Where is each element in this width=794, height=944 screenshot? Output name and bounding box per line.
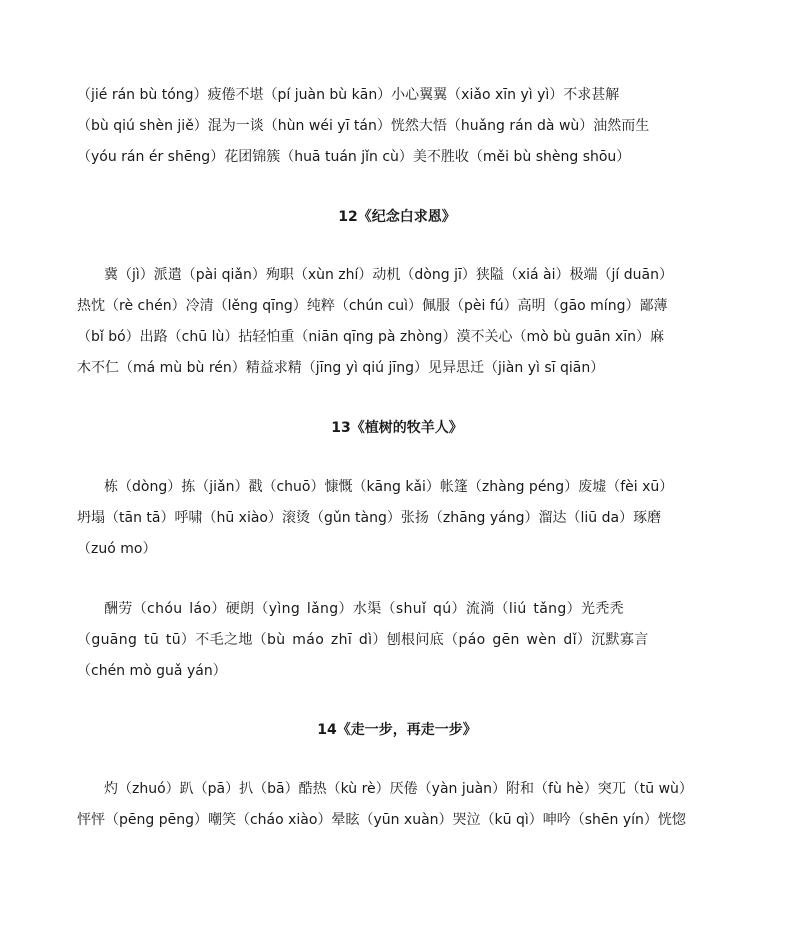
section-13-p1-line-1: 栋（dòng）拣（jiǎn）戳（chuō）慷慨（kāng kǎi）帐篷（zhàng péng）废墟（fèi xū） — [104, 479, 674, 495]
section-12-line-2: 热忱（rè chén）冷清（lěng qīng）纯粹（chún cuì）佩服（pèi fú）高明（gāo míng）鄙薄 — [77, 298, 668, 314]
intro-line-1: （jié rán bù tóng）疲倦不堪（pí juàn bù kān）小心翼翼（xiǎo xīn yì yì）不求甚解 — [77, 87, 620, 103]
section-14-line-2: 怦怦（pēng pēng）嘲笑（cháo xiào）晕眩（yūn xuàn）哭泣（kū qì）呻吟（shēn yín）恍惚 — [77, 812, 686, 828]
section-13-p2-line-3: （chén mò guǎ yán） — [77, 663, 227, 679]
intro-line-2: （bù qiú shèn jiě）混为一谈（hùn wéi yī tán）恍然大悟（huǎng rán dà wù）油然而生 — [77, 118, 650, 134]
section-12-title: 12《纪念白求恩》 — [338, 209, 456, 225]
section-13-p1-line-2: 坍塌（tān tā）呼啸（hū xiào）滚烫（gǔn tàng）张扬（zhāng yáng）溜达（liū da）琢磨 — [77, 510, 662, 526]
section-12-line-1: 冀（jì）派遣（pài qiǎn）殉职（xùn zhí）动机（dòng jī）狭隘（xiá ài）极端（jí duān） — [104, 267, 673, 283]
section-14-line-1: 灼（zhuó）趴（pā）扒（bā）酷热（kù rè）厌倦（yàn juàn）附和（fù hè）突兀（tū wù） — [104, 781, 693, 797]
section-14-title: 14《走一步，再走一步》 — [317, 722, 477, 738]
section-13-p1-line-3: （zuó mo） — [77, 541, 157, 557]
section-12-line-3: （bǐ bó）出路（chū lù）拈轻怕重（niān qīng pà zhòng）漠不关心（mò bù guān xīn）麻 — [77, 329, 665, 345]
section-13-p2-line-2: （guāng tū tū）不毛之地（bù máo zhī dì）刨根问底（páo gēn wèn dǐ）沉默寡言 — [77, 632, 649, 648]
section-13-title: 13《植树的牧羊人》 — [331, 420, 463, 436]
section-13-p2-line-1: 酬劳（chóu láo）硬朗（yìng lǎng）水渠（shuǐ qú）流淌（liú tǎng）光秃秃 — [104, 601, 625, 617]
section-12-line-4: 木不仁（má mù bù rén）精益求精（jīng yì qiú jīng）见异思迁（jiàn yì sī qiān） — [77, 360, 605, 376]
intro-line-3: （yóu rán ér shēng）花团锦簇（huā tuán jǐn cù）美不胜收（měi bù shèng shōu） — [77, 149, 631, 165]
